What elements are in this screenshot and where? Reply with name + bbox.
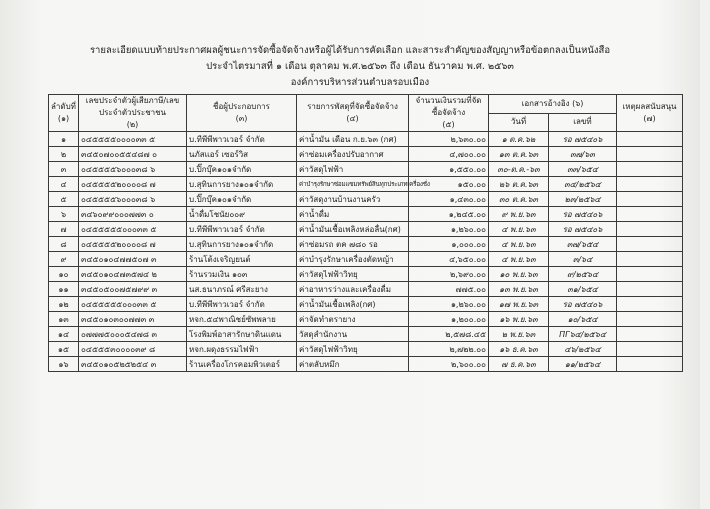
cell-amount: ๑,๒๔๕.๐๐	[409, 207, 489, 222]
cell-taxid: ๐๔๕๕๕๕๕๐๐๐๓๓ ๕	[79, 297, 187, 312]
header-reason-label: เหตุผลสนับสนุน	[622, 102, 677, 111]
cell-taxid: ๐๔๕๕๕๓๐๐๐๐๓๙ ๘	[79, 342, 187, 357]
table-row	[49, 207, 683, 222]
header-reason-num: (๗)	[643, 114, 656, 123]
header-amount-label: จำนวนเงินรวมที่จัดซื้อจัดจ้าง	[415, 96, 482, 117]
cell-item: ค่าน้ำมันเชื้อเพลิง(กศ)	[297, 297, 409, 312]
cell-no: ๕	[49, 192, 79, 207]
cell-amount: ๗๗๕.๐๐	[409, 282, 489, 297]
cell-no: ๑๔	[49, 327, 79, 342]
header-amount-num: (๕)	[442, 120, 455, 129]
document-organization: องค์การบริหารส่วนตำบลรอบเมือง	[290, 77, 430, 88]
table-body	[49, 132, 683, 372]
cell-item: ค่าวัสดุงานบ้านงานครัว	[297, 192, 409, 207]
cell-reason	[617, 192, 683, 207]
table-row	[49, 162, 683, 177]
cell-reason	[617, 282, 683, 297]
cell-taxid: ๐๔๕๕๕๕๒๐๐๐๐๘ ๗	[79, 177, 187, 192]
document-period: ประจำไตรมาสที่ ๑ เดือน ตุลาคม พ.ศ.๒๕๖๓ ถึง เดือน ธันวาคม พ.ศ. ๒๕๖๓	[206, 61, 514, 72]
cell-date: ๔ พ.ย.๖๓	[489, 222, 549, 237]
cell-item: ค่าวัสดุไฟฟ้าวิทยุ	[297, 267, 409, 282]
cell-vendor: บ.ปิ๊กบุ๊ค๑๐๑จำกัด	[187, 162, 297, 177]
cell-taxid: ๓๔๕๐๑๐๕๒๕๒๕๔ ๓	[79, 357, 187, 372]
header-date: วันที่	[489, 113, 549, 132]
cell-vendor: หจก.ผดุงธรรมไฟฟ้า	[187, 342, 297, 357]
table-row	[49, 357, 683, 372]
cell-date: ๑๓ ต.ค.๖๓	[489, 147, 549, 162]
cell-vendor: บ.ทีพีพีพาวเวอร์ จำกัด	[187, 297, 297, 312]
procurement-table	[48, 94, 683, 372]
cell-vendor: นส.ธนาภรณ์ ศรีสะยาง	[187, 282, 297, 297]
cell-number: ๓๗/๖๓	[549, 147, 617, 162]
cell-no: ๑	[49, 132, 79, 147]
cell-reason	[617, 132, 683, 147]
cell-reason	[617, 222, 683, 237]
cell-amount: ๔,๗๐๐.๐๐	[409, 147, 489, 162]
cell-item: ค่าน้ำมัน เดือน ก.ย.๖๓ (กศ)	[297, 132, 409, 147]
document-title: รายละเอียดแบบท้ายประกาศผลผู้ชนะการจัดซื้อจัดจ้างหรือผู้ได้รับการคัดเลือก และสาระสำคัญของสัญญาหรือข้อตกลงเป็นหนังสือ	[89, 45, 611, 56]
cell-item: ค่าตลับหมึก	[297, 357, 409, 372]
cell-date: ๑๖ พ.ย.๖๓	[489, 312, 549, 327]
cell-number: ๓๓/๖๕๔	[549, 162, 617, 177]
cell-amount: ๒,๖๙๐.๐๐	[409, 267, 489, 282]
cell-date: ๔ พ.ย.๖๓	[489, 237, 549, 252]
cell-taxid: ๐๗๗๗๕๐๐๐๕๔๗๘ ๓	[79, 327, 187, 342]
cell-vendor: บ.สุทินการยาง๑๐๑จำกัด	[187, 177, 297, 192]
cell-number: รอ ๗๕๔๐๖	[549, 132, 617, 147]
cell-vendor: น้ำดื่มโชนัย๐๐๙	[187, 207, 297, 222]
cell-taxid: ๓๔๕๐๑๐๓๐๐๗๗๓ ๓	[79, 312, 187, 327]
header-amount	[409, 95, 489, 132]
table-header-row	[49, 95, 683, 114]
cell-amount: ๒,๗๒๒.๐๐	[409, 342, 489, 357]
cell-reason	[617, 207, 683, 222]
table-row	[49, 327, 683, 342]
cell-reason	[617, 357, 683, 372]
table-row	[49, 222, 683, 237]
cell-reason	[617, 162, 683, 177]
cell-item: ค่าน้ำดื่ม	[297, 207, 409, 222]
cell-item: วัสดุสำนักงาน	[297, 327, 409, 342]
cell-taxid: ๐๔๕๕๕๕๖๐๐๐๓๘ ๖	[79, 192, 187, 207]
cell-taxid: ๐๔๕๕๕๕๐๐๐๐๓๓ ๕	[79, 132, 187, 147]
cell-vendor: ร้านรวมเงิน ๑๐๓	[187, 267, 297, 282]
cell-reason	[617, 147, 683, 162]
cell-number: รอ ๗๕๔๐๖	[549, 207, 617, 222]
header-no-num: (๑)	[57, 114, 70, 123]
cell-vendor: โรงพิมพ์อาสารักษาดินแดน	[187, 327, 297, 342]
header-item	[297, 95, 409, 132]
header-taxid-label: เลขประจำตัวผู้เสียภาษี/เลขประจำตัวประชาชน	[85, 96, 180, 117]
cell-vendor: บ.ทีพีพีพาวเวอร์ จำกัด	[187, 222, 297, 237]
cell-item: ค่าบำรุงรักษาซ่อมแซมทรัพย์สินทุกประเภทเครื่องชั่ง	[297, 177, 409, 192]
cell-taxid: ๓๔๕๐๗๐๐๕๕๔๘๗ ๐	[79, 147, 187, 162]
cell-no: ๗	[49, 222, 79, 237]
cell-reason	[617, 327, 683, 342]
cell-taxid: ๓๔๖๐๙๙๐๐๐๗๗๓ ๐	[79, 207, 187, 222]
cell-number: ๓/๖๔	[549, 252, 617, 267]
cell-item: ค่าอาหารว่างและเครื่องดื่ม	[297, 282, 409, 297]
table-row	[49, 282, 683, 297]
cell-vendor: ร้านโต้งเจริญยนต์	[187, 252, 297, 267]
cell-reason	[617, 177, 683, 192]
cell-number: ๑๑/๒๕๖๔	[549, 357, 617, 372]
table-row	[49, 312, 683, 327]
cell-reason	[617, 252, 683, 267]
cell-no: ๑๓	[49, 312, 79, 327]
header-taxid	[79, 95, 187, 132]
header-no	[49, 95, 79, 132]
table-row	[49, 177, 683, 192]
cell-no: ๓	[49, 162, 79, 177]
cell-number: ๑๐/๖๕๔	[549, 312, 617, 327]
cell-amount: ๑,๒๖๐.๐๐	[409, 222, 489, 237]
cell-no: ๑๒	[49, 297, 79, 312]
header-item-num: (๔)	[346, 114, 359, 123]
header-no-label: ลำดับที่	[51, 102, 76, 111]
cell-item: ค่าบำรุงรักษาเครื่องตัดหญ้า	[297, 252, 409, 267]
cell-vendor: บ.ปิ๊กบุ๊ค๑๐๑จำกัด	[187, 192, 297, 207]
cell-amount: ๑๕๐.๐๐	[409, 177, 489, 192]
cell-number: รอ ๗๕๔๐๖	[549, 222, 617, 237]
cell-number: ๙/๒๕๖๔	[549, 267, 617, 282]
header-item-label: รายการพัสดุที่จัดซื้อจัดจ้าง	[307, 102, 398, 111]
table-row	[49, 252, 683, 267]
cell-taxid: ๐๔๕๕๕๕๒๐๐๐๐๘ ๗	[79, 237, 187, 252]
cell-date: ๓๐ ต.ค.๖๓	[489, 192, 549, 207]
cell-amount: ๒,๖๓๐.๐๐	[409, 132, 489, 147]
cell-vendor: นภัสแอร์ เซอร์วิส	[187, 147, 297, 162]
cell-amount: ๑,๐๐๐.๐๐	[409, 237, 489, 252]
cell-date: ๓๐-ต.ค.-๖๓	[489, 162, 549, 177]
cell-reason	[617, 297, 683, 312]
header-taxid-num: (๒)	[126, 120, 139, 129]
header-vendor-label: ชื่อผู้ประกอบการ	[213, 102, 270, 111]
table-row	[49, 297, 683, 312]
cell-date: ๙ พ.ย.๖๓	[489, 207, 549, 222]
cell-no: ๘	[49, 237, 79, 252]
header-vendor-num: (๓)	[235, 114, 248, 123]
cell-date: ๔ พ.ย.๖๓	[489, 252, 549, 267]
cell-number: ๒๓/๒๕๖๔	[549, 192, 617, 207]
cell-taxid: ๓๔๕๐๑๐๔๗๓๕๗๔ ๒	[79, 267, 187, 282]
cell-item: ค่าซ่อมเครื่องปรับอากาศ	[297, 147, 409, 162]
cell-amount: ๑,๒๖๐.๐๐	[409, 297, 489, 312]
cell-amount: ๑,๒๐๐.๐๐	[409, 312, 489, 327]
table-row	[49, 192, 683, 207]
header-number: เลขที่	[549, 113, 617, 132]
cell-date: ๑ ต.ค.๖๒	[489, 132, 549, 147]
table-row	[49, 267, 683, 282]
cell-no: ๑๐	[49, 267, 79, 282]
cell-date: ๒๖ ต.ค.๖๓	[489, 177, 549, 192]
cell-date: ๗ ธ.ค.๖๓	[489, 357, 549, 372]
cell-date: ๑๗ พ.ย.๖๓	[489, 297, 549, 312]
cell-taxid: ๓๔๕๐๕๐๐๗๕๗๙๙ ๓	[79, 282, 187, 297]
cell-no: ๙	[49, 252, 79, 267]
cell-taxid: ๐๔๕๕๕๕๖๐๐๐๓๘ ๖	[79, 162, 187, 177]
table-row	[49, 342, 683, 357]
cell-item: ค่าวัสดุไฟฟ้า	[297, 162, 409, 177]
cell-no: ๑๖	[49, 357, 79, 372]
cell-date: ๑๓ พ.ย.๖๓	[489, 282, 549, 297]
cell-number: รอ ๗๕๔๐๖	[549, 297, 617, 312]
cell-no: ๔	[49, 177, 79, 192]
table-row	[49, 132, 683, 147]
cell-amount: ๒,๕๗๘.๔๕	[409, 327, 489, 342]
cell-number: ๔๖/๒๕๖๔	[549, 342, 617, 357]
cell-reason	[617, 267, 683, 282]
cell-amount: ๑,๕๕๐.๐๐	[409, 162, 489, 177]
cell-amount: ๔,๖๕๐.๐๐	[409, 252, 489, 267]
cell-taxid: ๐๔๕๕๕๕๕๐๐๐๓๓ ๕	[79, 222, 187, 237]
cell-number: ๓๔/๒๕๖๔	[549, 177, 617, 192]
cell-item: ค่าน้ำมันเชื้อเพลิงหล่อลื่น(กศ)	[297, 222, 409, 237]
cell-number: ΠΓ๖๔/๒๕๖๔	[549, 327, 617, 342]
cell-no: ๑๑	[49, 282, 79, 297]
cell-date: ๒ พ.ย.๖๓	[489, 327, 549, 342]
header-vendor	[187, 95, 297, 132]
cell-item: ค่าซ่อมรถ ตค ๗๘๐ รอ	[297, 237, 409, 252]
cell-date: ๑๐ พ.ย.๖๓	[489, 267, 549, 282]
header-ref: เอกสารอ้างอิง (๖)	[489, 95, 617, 114]
cell-reason	[617, 237, 683, 252]
cell-number: ๓๗/๖๕๔	[549, 237, 617, 252]
cell-no: ๖	[49, 207, 79, 222]
header-reason	[617, 95, 683, 132]
cell-vendor: ร้านเครื่องโกรคอมพิวเตอร์	[187, 357, 297, 372]
cell-amount: ๒,๖๐๐.๐๐	[409, 357, 489, 372]
cell-no: ๒	[49, 147, 79, 162]
cell-vendor: บ.สุทินการยาง๑๐๑จำกัด	[187, 237, 297, 252]
cell-taxid: ๓๔๕๐๑๐๔๗๗๕๐๗ ๓	[79, 252, 187, 267]
table-row	[49, 237, 683, 252]
table-row	[49, 147, 683, 162]
cell-reason	[617, 342, 683, 357]
cell-item: ค่าจัดทำตรายาง	[297, 312, 409, 327]
cell-reason	[617, 312, 683, 327]
cell-amount: ๑,๔๓๐.๐๐	[409, 192, 489, 207]
cell-number: ๓๑/๖๕๔	[549, 282, 617, 297]
cell-vendor: หจก.๕๔พาณิชย์ซัพพลาย	[187, 312, 297, 327]
cell-date: ๑๖ ธ.ค.๖๓	[489, 342, 549, 357]
cell-vendor: บ.ทีพีพีพาวเวอร์ จำกัด	[187, 132, 297, 147]
cell-no: ๑๕	[49, 342, 79, 357]
cell-item: ค่าวัสดุไฟฟ้าวิทยุ	[297, 342, 409, 357]
